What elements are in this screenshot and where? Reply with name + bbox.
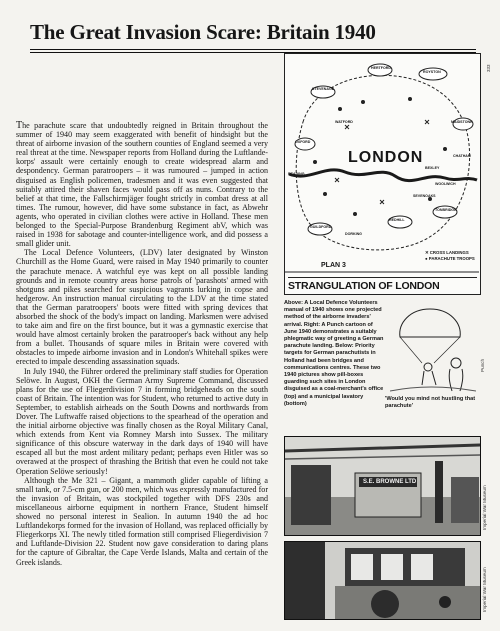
map-place: OXFORD xyxy=(295,140,311,144)
map-place: STEVENAGE xyxy=(312,87,335,91)
glider-landing-icon: ✕ xyxy=(425,250,430,255)
credit-punch: Punch xyxy=(480,358,485,372)
map-place: READING xyxy=(288,172,305,176)
map-place: SEVENOAKS xyxy=(413,194,436,198)
page-number: 333 xyxy=(486,64,491,72)
parachute-troops-icon: ● xyxy=(425,255,429,261)
credit-iwm-bottom: Imperial War Museum xyxy=(482,567,487,612)
photo-coal-merchant-office xyxy=(284,436,481,536)
map-place: TONBRIDGE xyxy=(435,208,457,212)
map-place: GUILDFORD xyxy=(310,225,332,229)
legend-parachute: PARACHUTE TROOPS xyxy=(428,255,475,261)
map-plan-label: PLAN 3 xyxy=(321,262,346,269)
map-place: HERTFORD xyxy=(371,66,391,70)
paragraph-3: In July 1940, the Führer ordered the preliminary staff studies for Operation Selöwe. In August, OKH the German Army Supreme Command, discussed plans for the use of Fliegerdivision 7 in forming bridgeheads on the south coast of Britain. The intention was for Student, who returned to active duty in September, to establish airheads on the South Downs and northwards from Dover. The Luftwaffe raised objections to the spearhead of the operation and the initial airborne objective was finally chosen as the Royal Military Canal, which extends from Kent via Romney Marsh into Sussex. The military significance of this obscure waterway in the dark days of 1940 will have escaped all but the most ardent military pedant; perhaps even Hitler was so overawed at the prospect of thrashing the British that even he could not take Operation Selöwe seriously! xyxy=(16,366,268,476)
photo-municipal-lavatory-image xyxy=(285,542,481,620)
article-title: The Great Invasion Scare: Britain 1940 xyxy=(30,20,376,44)
paragraph-1: The parachute scare that undoubtedly reigned in Britain throughout the summer of 1940 may seem exaggerated with benefit of hindsight but the threat of airborne invasion of the southern counties of England seemed a very real threat at the time. Newspaper reports from Holland during the Luftlande-korps' assault were certainly enough to create widespread alarm and despondency. German paratroopers – it was rumoured – jumped in action disguised as English policemen, tradesmen and it was even suggested that suitably attired their shaven faces would pass off as nuns. Contrary to the belief at that time, the Fallschirmjäger fought strictly in combat dress at all times. The rumour, however, did have some substance in fact, as Abwehr agents, who operated in civilian clothes were active in Holland. These men belonged to the Special-Purpose Brandenburg Regiment abV, which was raised in 1938 for sabotage and counter-intelligence work, and did possess a small glider unit. xyxy=(16,120,268,249)
map-place: REDHILL xyxy=(389,218,405,222)
map-place: DORKING xyxy=(345,232,362,236)
article-body xyxy=(16,121,268,567)
paragraph-2: The Local Defence Volunteers, (LDV) later designated by Winston Churchill as the Home Guard, were raised in May 1940 primarily to counter the parachute menace. A watchful eye was kept on all possible landing grounds and in remote country areas horse patrols of 'parashots' armed with shotguns and pikes searched for suspicious vagrants lurking in copse and hedgerow. An instruction manual circulating to the LDV at the time stated that the German paratroopers' boots were fitted with spring devices that absorbed the shock of the body's impact on landing. Marksmen were advised to take aim and fire on the first bounce, but it was a gymnastic exercise that would have almost certainly broken the paratrooper's back without any help from a bullet. Thousands of square miles in Britain were covered with obstacles to impede airborne invasion and in London's Whitehall spikes were erected to impale descending assassination squads. xyxy=(16,248,268,367)
map-legend xyxy=(425,250,475,261)
photo-caption: Above: A Local Defence Volunteers manual of 1940 shows one projected method of the airborne invaders' arrival. Right: A Punch cartoon of June 1940 demonstrates a suitably phlegmatic way of greeting a German parachute landing. Below: Priority targets for German parachutists in Holland had been bridges and communications centres. These two 1940 pictures show pill-boxes guarding such sites in London disguised as a coal-merchant's office (top) and a municipal lavatory (bottom) xyxy=(284,300,384,407)
punch-cartoon-illustration xyxy=(390,303,476,395)
photo-municipal-lavatory xyxy=(284,541,481,620)
map-place: WOOLWICH xyxy=(435,182,456,186)
map-place: WATFORD xyxy=(335,120,353,124)
shop-sign-text: S.E. BROWNE LTD xyxy=(363,479,417,485)
map-place: BEXLEY xyxy=(425,166,440,170)
london-strangulation-map xyxy=(284,53,481,295)
legend-glider: CROSS LANDINGS xyxy=(429,250,469,255)
map-caption: STRANGULATION OF LONDON xyxy=(288,277,477,292)
cartoon-caption: 'Would you mind not hustling that parachute' xyxy=(385,396,476,409)
map-place: MAIDSTONE xyxy=(451,120,473,124)
photo-coal-merchant-office-image xyxy=(285,437,481,536)
map-city-label: LONDON xyxy=(348,149,424,166)
map-place: ROYSTON xyxy=(423,70,441,74)
map-place: CHATHAM xyxy=(453,154,471,158)
title-rule-top xyxy=(30,49,476,50)
credit-iwm-top: Imperial War Museum xyxy=(482,485,487,530)
paragraph-4: Although the Me 321 – Gigant, a mammoth glider capable of lifting a small tank, or 7.5-cm gun, or 200 men, which was expressly manufactured for the invasion of Britain, was stockpiled together with DFS 230s and miscellaneous airborne equipment in northern France, Student himself showed no personal interest in Sealion. In autumn 1940 the ad hoc Luftlandekorps formed for the invasion of Holland, was replaced officially by Fliegerkorps XI. The newly titled formation still comprised Fliegerdivision 7 and Luftlande-Division 22. Student now gave consideration to daring plans for the capture of Gibraltar, the Cape Verde Islands, Malta and certain of the Greek islands. xyxy=(16,475,268,567)
